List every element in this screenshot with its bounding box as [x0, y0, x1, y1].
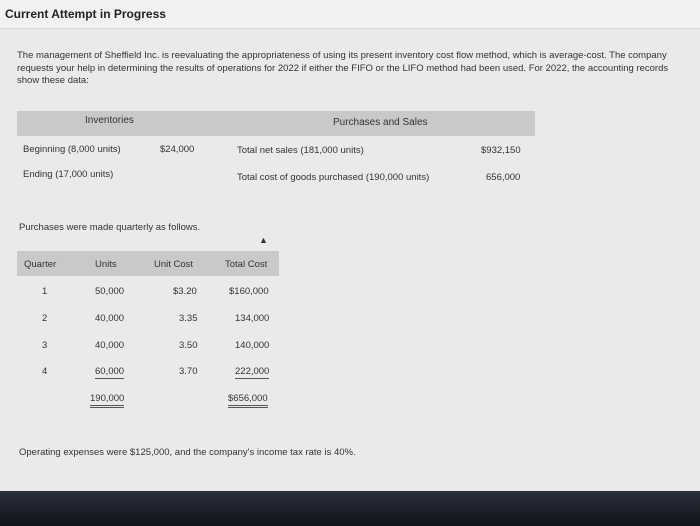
- row3-quarter: 3: [42, 340, 48, 351]
- mouse-cursor-icon: ▲: [259, 235, 268, 245]
- row3-total-cost: 140,000: [235, 340, 270, 351]
- purchases-sales-heading: Purchases and Sales: [333, 117, 428, 128]
- net-sales-value: $932,150: [481, 145, 521, 156]
- row2-total-cost: 134,000: [235, 313, 270, 324]
- top-bar: [0, 0, 700, 29]
- header-unit-cost: Unit Cost: [154, 259, 194, 270]
- header-total-cost: Total Cost: [225, 259, 268, 270]
- ending-inventory-label: Ending (17,000 units): [23, 169, 114, 180]
- row2-unit-cost: 3.35: [179, 313, 198, 324]
- page-title: Current Attempt in Progress: [5, 7, 166, 21]
- purchases-intro: Purchases were made quarterly as follows.: [19, 222, 201, 233]
- net-sales-label: Total net sales (181,000 units): [237, 145, 364, 156]
- row4-units: 60,000: [95, 366, 125, 377]
- row4-total-cost: 222,000: [235, 366, 270, 377]
- problem-content: [0, 29, 700, 491]
- inventories-heading: Inventories: [85, 115, 134, 126]
- total-units: 190,000: [90, 393, 124, 408]
- row1-total-cost: $160,000: [229, 286, 269, 297]
- inventories-header-bar: [17, 111, 535, 136]
- screen-bottom-edge: [0, 491, 700, 526]
- row3-unit-cost: 3.50: [179, 340, 198, 351]
- header-units: Units: [95, 259, 117, 270]
- quarter-table-header: [17, 251, 279, 276]
- beginning-inventory-value: $24,000: [160, 144, 195, 155]
- row2-quarter: 2: [42, 313, 48, 324]
- row3-units: 40,000: [95, 340, 125, 351]
- beginning-inventory-label: Beginning (8,000 units): [23, 144, 121, 155]
- row2-units: 40,000: [95, 313, 125, 324]
- total-cost: $656,000: [228, 393, 268, 408]
- operating-expenses-note: Operating expenses were $125,000, and the company's income tax rate is 40%.: [19, 447, 356, 458]
- row1-quarter: 1: [42, 286, 48, 297]
- row4-quarter: 4: [42, 366, 48, 377]
- goods-purchased-value: 656,000: [486, 172, 521, 183]
- row1-units: 50,000: [95, 286, 125, 297]
- intro-paragraph: The management of Sheffield Inc. is reevaluating the appropriateness of using its present inventory cost flow method, which is average-cost. The company requests your help in determining the results of operations for 2022 if either the FIFO or the LIFO method had been used. For 2022, the accounting records show these data:: [17, 50, 669, 86]
- row1-unit-cost: $3.20: [173, 286, 197, 297]
- header-quarter: Quarter: [24, 259, 57, 270]
- row4-unit-cost: 3.70: [179, 366, 198, 377]
- goods-purchased-label: Total cost of goods purchased (190,000 units): [237, 172, 430, 183]
